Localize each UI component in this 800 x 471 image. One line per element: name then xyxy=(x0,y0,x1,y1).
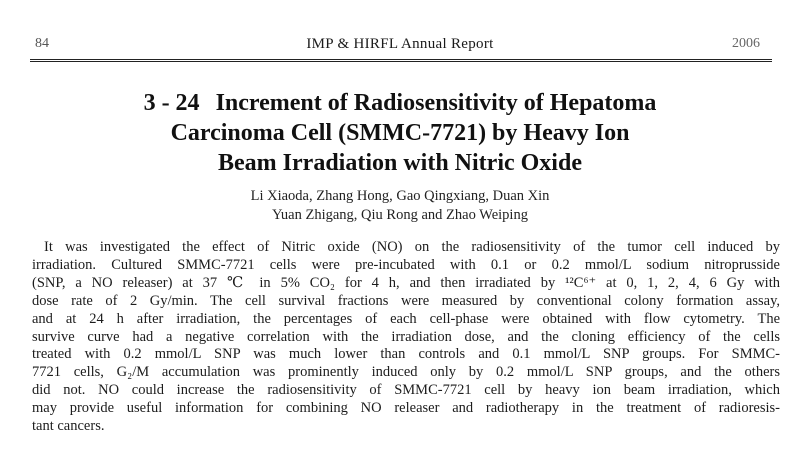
abstract-line-7: treated with 0.2 mmol/L SNP was much lower than controls and 0.1 mmol/L SNP groups. For SMMC- xyxy=(32,346,780,363)
article-title xyxy=(40,88,760,178)
abstract-line-10: may provide useful information for combining NO releaser and radiotherapy in the treatment of radioresis- xyxy=(32,400,780,417)
abstract-line-3: (SNP, a NO releaser) at 37 ℃ in 5% CO₂ for 4 h, and then irradiated by ¹²C⁶⁺ at 0, 1, 2, 4, 6 Gy with xyxy=(32,274,780,291)
abstract-line-1: It was investigated the effect of Nitric oxide (NO) on the radiosensitivity of the tumor cell induced by xyxy=(44,239,780,255)
abstract-line-4: dose rate of 2 Gy/min. The cell survival fractions were measured by conventional colony formation assay, xyxy=(32,292,780,309)
abstract-line-5: and at 24 h after irradiation, the percentages of each cell-phase were obtained with flow cytometry. The xyxy=(32,310,780,327)
report-year: 2006 xyxy=(732,36,760,51)
author-line-2: Yuan Zhigang, Qiu Rong and Zhao Weiping xyxy=(272,207,528,223)
abstract-line-8: 7721 cells, G₂/M accumulation was prominently induced only by 0.2 mmol/L SNP groups, and the others xyxy=(32,364,780,381)
title-line-1: 3 - 24 Increment of Radiosensitivity of Hepatoma xyxy=(143,90,657,116)
journal-title: IMP & HIRFL Annual Report xyxy=(306,36,494,52)
page-header xyxy=(0,36,800,56)
title-line-3: Beam Irradiation with Nitric Oxide xyxy=(218,150,582,176)
article-number: 3 - 24 xyxy=(143,90,200,116)
author-list xyxy=(0,187,800,225)
page-number: 84 xyxy=(35,36,49,51)
header-rule-bottom xyxy=(30,61,772,62)
abstract xyxy=(32,239,780,436)
abstract-line-9: did not. NO could increase the radiosensitivity of SMMC-7721 cell by heavy ion beam irradiation, which xyxy=(32,382,780,399)
abstract-line-6: survive curve had a negative correlation with the irradiation dose, and the cloning efficiency of the cells xyxy=(32,328,780,345)
title-line-2: Carcinoma Cell (SMMC-7721) by Heavy Ion xyxy=(170,120,630,146)
abstract-line-11: tant cancers. xyxy=(32,418,105,435)
author-line-1: Li Xiaoda, Zhang Hong, Gao Qingxiang, Duan Xin xyxy=(250,188,550,204)
abstract-line-2: irradiation. Cultured SMMC-7721 cells were pre-incubated with 0.1 or 0.2 mmol/L sodium nitroprusside xyxy=(32,256,780,273)
header-rule-top xyxy=(30,59,772,60)
